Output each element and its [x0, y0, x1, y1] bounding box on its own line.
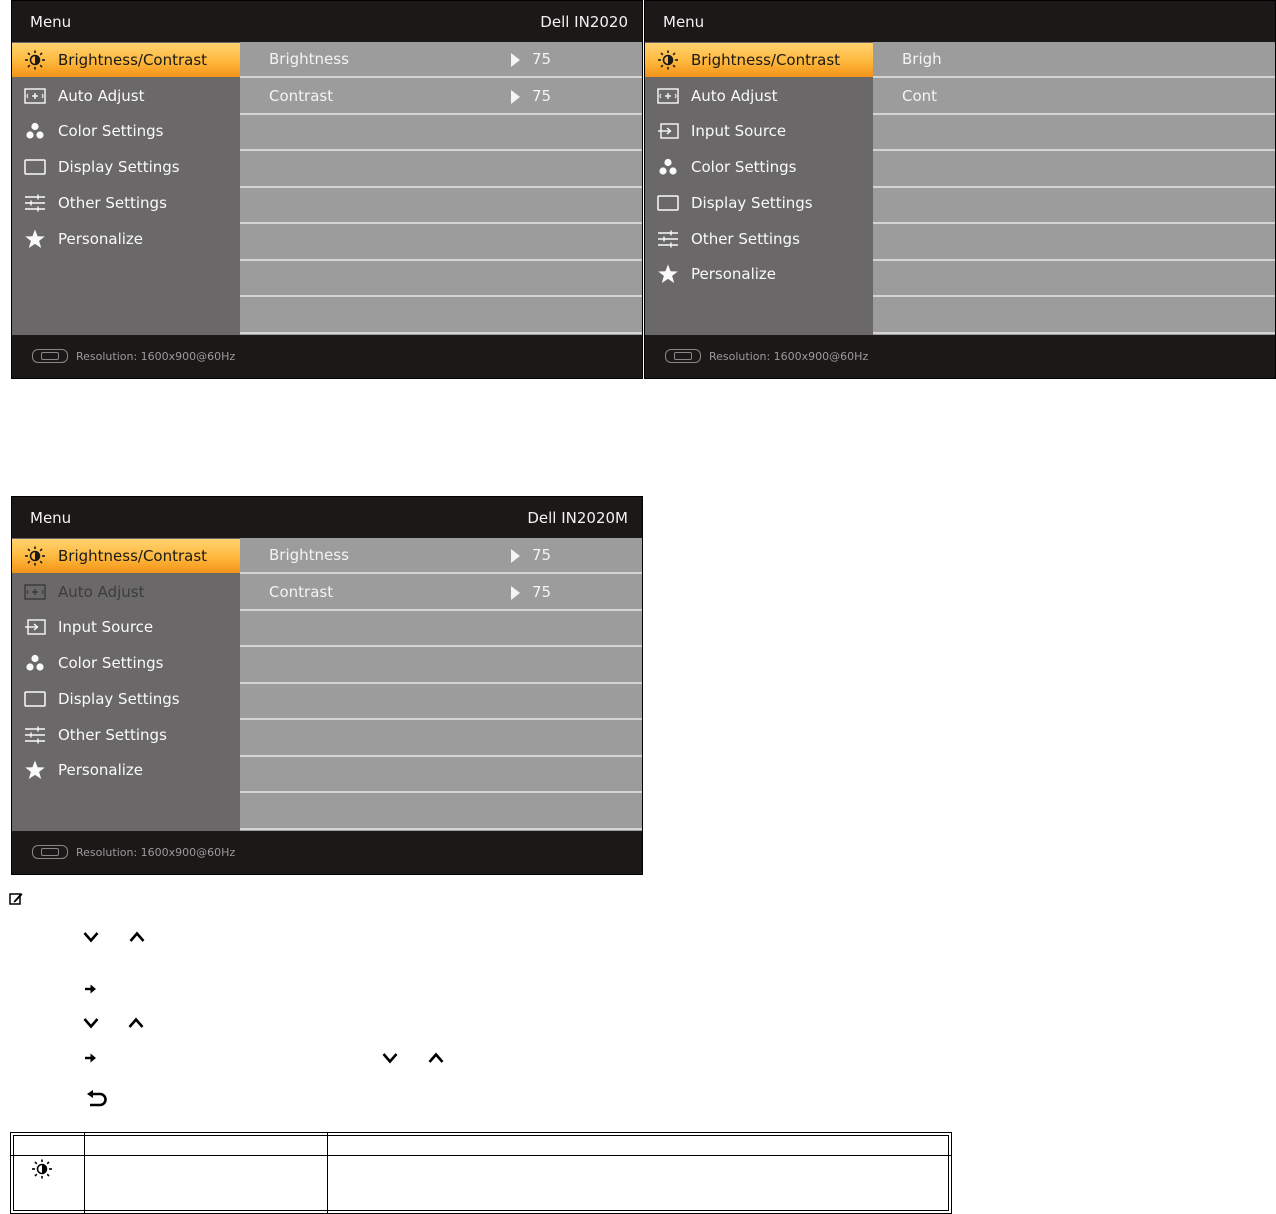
sidebar-item-label: Brightness/Contrast — [58, 51, 208, 69]
chevron-down-icon — [83, 928, 99, 947]
play-arrow-icon — [511, 53, 520, 67]
sidebar-item-label: Auto Adjust — [691, 87, 778, 105]
setting-name: Contrast — [269, 86, 334, 105]
empty-row — [240, 298, 642, 334]
input-source-icon — [24, 617, 46, 637]
empty-row — [240, 152, 642, 188]
setting-name: Brightness — [269, 546, 349, 564]
empty-row — [873, 225, 1275, 261]
play-arrow-icon — [511, 90, 520, 104]
model-name: Dell IN2020M — [527, 509, 628, 527]
sidebar-item-color-settings[interactable] — [12, 114, 240, 148]
sidebar-item-personalize[interactable] — [645, 257, 873, 291]
empty-row — [240, 648, 642, 684]
chevron-up-icon — [428, 1049, 444, 1068]
empty-row — [873, 115, 1275, 151]
color-settings-icon — [24, 653, 46, 673]
empty-row — [873, 188, 1275, 224]
auto-adjust-icon — [24, 582, 46, 602]
empty-row — [240, 188, 642, 224]
vga-connector-icon — [665, 349, 701, 363]
function-table — [10, 1132, 952, 1214]
color-settings-icon — [24, 121, 46, 141]
sidebar-item-label: Other Settings — [58, 194, 167, 212]
sidebar-item-label: Personalize — [691, 265, 777, 283]
sidebar-item-label: Other Settings — [691, 230, 800, 248]
sidebar-item-label: Display Settings — [691, 194, 813, 212]
setting-value: 75 — [532, 546, 552, 564]
setting-value: 75 — [532, 50, 552, 68]
sidebar-item-auto-adjust[interactable] — [12, 79, 240, 113]
osd-menu-screen-1 — [11, 0, 643, 379]
setting-row-contrast[interactable] — [240, 79, 642, 115]
sidebar-item-label: Other Settings — [58, 726, 167, 744]
osd-footer — [12, 335, 642, 378]
sidebar-item-personalize[interactable] — [12, 222, 240, 256]
model-name: Dell IN2020 — [540, 13, 628, 31]
sidebar-item-display-settings[interactable] — [645, 186, 873, 220]
menu-title: Menu — [30, 13, 72, 31]
table-header-divider — [11, 1155, 951, 1156]
sidebar-item-brightness-contrast[interactable] — [645, 43, 873, 77]
brightness-icon — [24, 546, 46, 566]
sidebar-item-label: Personalize — [58, 761, 144, 779]
sidebar-item-input-source[interactable] — [645, 114, 873, 148]
auto-adjust-icon — [24, 86, 46, 106]
chevron-up-icon — [128, 1014, 144, 1033]
sidebar-item-label: Auto Adjust — [58, 583, 145, 601]
table-inner-border — [13, 1135, 949, 1211]
menu-title: Menu — [663, 13, 705, 31]
empty-row — [240, 115, 642, 151]
empty-row — [240, 611, 642, 647]
sidebar-item-other-settings[interactable] — [645, 222, 873, 256]
vga-connector-icon — [32, 845, 68, 859]
play-arrow-icon — [511, 549, 520, 563]
sidebar-item-label: Brightness/Contrast — [691, 51, 841, 69]
setting-value: 75 — [532, 86, 552, 105]
star-icon — [24, 229, 46, 249]
empty-row — [240, 794, 642, 830]
empty-row — [240, 684, 642, 720]
empty-row — [240, 757, 642, 793]
sidebar-item-label: Display Settings — [58, 158, 180, 176]
menu-title: Menu — [30, 509, 72, 527]
osd-footer — [12, 831, 642, 874]
setting-value: 75 — [532, 582, 552, 601]
resolution-text: Resolution: 1600x900@60Hz — [709, 350, 869, 363]
display-settings-icon — [24, 689, 46, 709]
brightness-icon — [657, 50, 679, 70]
empty-row — [240, 721, 642, 757]
chevron-down-icon — [382, 1049, 398, 1068]
table-col-divider — [327, 1133, 328, 1213]
sidebar-item-other-settings[interactable] — [12, 186, 240, 220]
sidebar-item-label: Color Settings — [58, 122, 164, 140]
empty-row — [873, 261, 1275, 297]
osd-menu-screen-2 — [644, 0, 1276, 379]
arrow-right-icon — [84, 980, 98, 999]
setting-name: Contrast — [269, 582, 334, 601]
chevron-up-icon — [129, 928, 145, 947]
setting-name: Brightness — [269, 50, 349, 68]
sidebar-item-input-source[interactable] — [12, 610, 240, 644]
sidebar-item-other-settings[interactable] — [12, 718, 240, 752]
other-settings-icon — [657, 229, 679, 249]
osd-menu-screen-3 — [11, 496, 643, 875]
sidebar-item-auto-adjust[interactable] — [12, 575, 240, 609]
setting-name: Brigh — [902, 50, 942, 68]
resolution-text: Resolution: 1600x900@60Hz — [76, 350, 236, 363]
play-arrow-icon — [511, 586, 520, 600]
osd-title-bar — [645, 1, 1275, 42]
setting-row-brigh[interactable] — [873, 42, 1275, 78]
table-col-divider — [84, 1133, 85, 1213]
resolution-text: Resolution: 1600x900@60Hz — [76, 846, 236, 859]
other-settings-icon — [24, 193, 46, 213]
sidebar-item-color-settings[interactable] — [12, 646, 240, 680]
osd-sidebar — [645, 42, 873, 335]
sidebar-item-color-settings[interactable] — [645, 150, 873, 184]
brightness-icon — [24, 50, 46, 70]
star-icon — [657, 264, 679, 284]
empty-row — [240, 225, 642, 261]
sidebar-item-label: Input Source — [58, 618, 154, 636]
setting-row-cont[interactable] — [873, 79, 1275, 115]
sidebar-item-brightness-contrast[interactable] — [12, 539, 240, 573]
back-icon — [86, 1090, 108, 1114]
sidebar-item-brightness-contrast[interactable] — [12, 43, 240, 77]
chevron-down-icon — [83, 1014, 99, 1033]
other-settings-icon — [24, 725, 46, 745]
star-icon — [24, 760, 46, 780]
input-source-icon — [657, 121, 679, 141]
setting-row-brightness[interactable] — [240, 42, 642, 78]
sidebar-item-display-settings[interactable] — [12, 682, 240, 716]
sidebar-item-label: Auto Adjust — [58, 87, 145, 105]
sidebar-item-label: Display Settings — [58, 690, 180, 708]
osd-title-bar — [12, 497, 642, 538]
sidebar-item-label: Brightness/Contrast — [58, 547, 208, 565]
empty-row — [873, 298, 1275, 334]
empty-row — [873, 152, 1275, 188]
brightness-icon — [31, 1164, 53, 1183]
osd-title-bar — [12, 1, 642, 42]
setting-row-brightness[interactable] — [240, 538, 642, 574]
sidebar-item-display-settings[interactable] — [12, 150, 240, 184]
sidebar-item-label: Input Source — [691, 122, 787, 140]
setting-name: Cont — [902, 86, 938, 105]
empty-row — [240, 261, 642, 297]
osd-settings-panel — [240, 42, 642, 335]
sidebar-item-label: Color Settings — [691, 158, 797, 176]
color-settings-icon — [657, 157, 679, 177]
vga-connector-icon — [32, 349, 68, 363]
auto-adjust-icon — [657, 86, 679, 106]
osd-sidebar — [12, 42, 240, 335]
note-pencil-icon — [9, 892, 23, 906]
osd-settings-panel — [240, 538, 642, 831]
display-settings-icon — [24, 157, 46, 177]
osd-sidebar — [12, 538, 240, 831]
osd-settings-panel — [873, 42, 1275, 335]
sidebar-item-label: Color Settings — [58, 654, 164, 672]
display-settings-icon — [657, 193, 679, 213]
sidebar-item-personalize[interactable] — [12, 753, 240, 787]
osd-footer — [645, 335, 1275, 378]
setting-row-contrast[interactable] — [240, 575, 642, 611]
sidebar-item-label: Personalize — [58, 230, 144, 248]
arrow-right-icon — [84, 1049, 98, 1068]
table-icon-cell — [31, 1159, 65, 1189]
sidebar-item-auto-adjust[interactable] — [645, 79, 873, 113]
